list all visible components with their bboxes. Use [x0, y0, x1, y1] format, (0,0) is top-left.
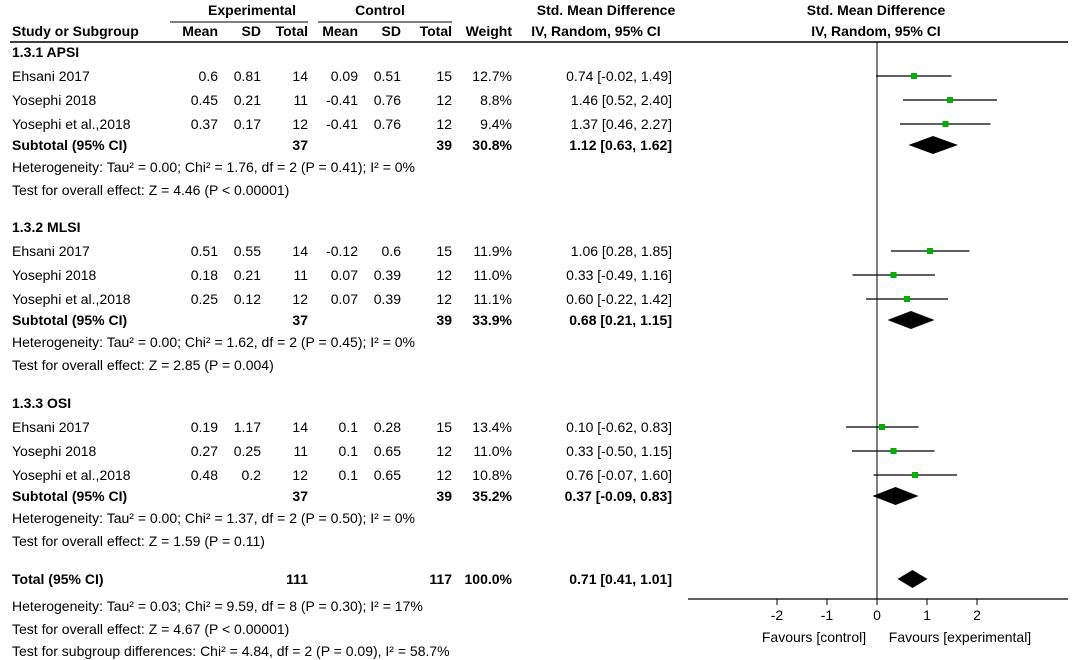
- control-sd: 0.39: [373, 267, 401, 283]
- total-heterogeneity-text: Heterogeneity: Tau² = 0.03; Chi² = 9.59, df = 8 (P = 0.30); I² = 17%: [12, 598, 423, 614]
- heterogeneity-text: Heterogeneity: Tau² = 0.00; Chi² = 1.37, df = 2 (P = 0.50); I² = 0%: [12, 510, 415, 526]
- control-mean: 0.1: [338, 467, 358, 483]
- subgroup-title: 1.3.1 APSI: [12, 44, 80, 60]
- subtotal-weight: 30.8%: [472, 137, 512, 153]
- study-ci-text: 0.60 [-0.22, 1.42]: [566, 291, 672, 307]
- subtotal-label: Subtotal (95% CI): [12, 488, 128, 504]
- point-estimate: [927, 248, 933, 254]
- subtotal-diamond: [909, 136, 959, 154]
- subtotal-ci-text: 0.68 [0.21, 1.15]: [569, 312, 672, 328]
- subtotal-label: Subtotal (95% CI): [12, 137, 128, 153]
- subtotal-e-total: 37: [292, 488, 308, 504]
- study-weight: 11.0%: [473, 267, 512, 283]
- header-c-mean: Mean: [322, 23, 358, 39]
- study-ci-text: 0.33 [-0.49, 1.16]: [566, 267, 672, 283]
- study-name: Ehsani 2017: [12, 68, 90, 84]
- experimental-mean: 0.37: [190, 116, 218, 132]
- header-e-mean: Mean: [182, 23, 218, 39]
- experimental-total: 12: [292, 467, 308, 483]
- study-ci-text: 0.10 [-0.62, 0.83]: [566, 419, 672, 435]
- study-ci-text: 1.06 [0.28, 1.85]: [570, 243, 672, 259]
- favours-right-label: Favours [experimental]: [888, 629, 1032, 645]
- control-sd: 0.65: [373, 467, 401, 483]
- overall-effect-text: Test for overall effect: Z = 1.59 (P = 0.11): [12, 533, 265, 549]
- overall-effect-text: Test for overall effect: Z = 4.46 (P < 0.00001): [12, 182, 290, 198]
- experimental-mean: 0.48: [190, 467, 218, 483]
- header-study: Study or Subgroup: [12, 23, 139, 39]
- study-ci-text: 0.76 [-0.07, 1.60]: [566, 467, 672, 483]
- experimental-total: 11: [293, 267, 308, 283]
- x-axis-tick-label: 0: [873, 607, 881, 623]
- header-plot-method: IV, Random, 95% CI: [811, 23, 941, 39]
- header-plot-title: Std. Mean Difference: [806, 2, 946, 18]
- header-method: IV, Random, 95% CI: [531, 23, 661, 39]
- subgroup-title: 1.3.3 OSI: [12, 395, 72, 411]
- control-sd: 0.39: [373, 291, 401, 307]
- control-mean: -0.41: [326, 92, 358, 108]
- control-sd: 0.76: [373, 92, 401, 108]
- overall-effect-text: Test for overall effect: Z = 2.85 (P = 0.004): [12, 357, 274, 373]
- study-name: Yosephi et al.,2018: [12, 467, 131, 483]
- point-estimate: [904, 296, 910, 302]
- control-total: 15: [436, 68, 452, 84]
- total-ci-text: 0.71 [0.41, 1.01]: [569, 571, 672, 587]
- total-label: Total (95% CI): [12, 571, 104, 587]
- experimental-total: 14: [292, 243, 308, 259]
- study-weight: 8.8%: [480, 92, 512, 108]
- point-estimate: [891, 448, 897, 454]
- experimental-mean: 0.6: [198, 68, 218, 84]
- point-estimate: [891, 272, 897, 278]
- control-total: 12: [436, 467, 452, 483]
- control-mean: 0.07: [330, 267, 358, 283]
- heterogeneity-text: Heterogeneity: Tau² = 0.00; Chi² = 1.62, df = 2 (P = 0.45); I² = 0%: [12, 334, 415, 350]
- study-weight: 11.9%: [473, 243, 512, 259]
- experimental-mean: 0.19: [190, 419, 218, 435]
- experimental-sd: 0.17: [233, 116, 261, 132]
- header-c-sd: SD: [381, 23, 401, 39]
- study-ci-text: 0.74 [-0.02, 1.49]: [566, 68, 672, 84]
- control-sd: 0.65: [373, 443, 401, 459]
- total-overall-effect-text: Test for overall effect: Z = 4.67 (P < 0.00001): [12, 621, 290, 637]
- study-name: Yosephi 2018: [12, 267, 97, 283]
- experimental-sd: 0.81: [233, 68, 261, 84]
- experimental-total: 14: [292, 68, 308, 84]
- plot-area: [688, 42, 1068, 645]
- subtotal-weight: 35.2%: [472, 488, 512, 504]
- header-experimental: Experimental: [208, 2, 296, 18]
- experimental-total: 14: [292, 419, 308, 435]
- study-weight: 13.4%: [472, 419, 512, 435]
- subgroup-differences-text: Test for subgroup differences: Chi² = 4.84, df = 2 (P = 0.09), I² = 58.7%: [12, 643, 450, 659]
- experimental-total: 11: [293, 92, 308, 108]
- point-estimate: [912, 472, 918, 478]
- control-sd: 0.6: [381, 243, 401, 259]
- heterogeneity-text: Heterogeneity: Tau² = 0.00; Chi² = 1.76, df = 2 (P = 0.41); I² = 0%: [12, 159, 415, 175]
- subtotal-diamond: [873, 487, 919, 505]
- x-axis-tick-label: 2: [973, 607, 981, 623]
- control-sd: 0.28: [373, 419, 401, 435]
- study-ci-text: 1.46 [0.52, 2.40]: [570, 92, 672, 108]
- study-name: Ehsani 2017: [12, 243, 90, 259]
- experimental-total: 12: [292, 116, 308, 132]
- experimental-sd: 0.2: [241, 467, 261, 483]
- study-name: Yosephi et al.,2018: [12, 291, 131, 307]
- experimental-mean: 0.18: [190, 267, 218, 283]
- point-estimate: [943, 121, 949, 127]
- study-weight: 11.1%: [473, 291, 512, 307]
- point-estimate: [879, 424, 885, 430]
- control-sd: 0.51: [373, 68, 401, 84]
- study-ci-text: 0.33 [-0.50, 1.15]: [566, 443, 672, 459]
- header-e-total: Total: [275, 23, 308, 39]
- control-total: 12: [436, 291, 452, 307]
- x-axis-tick-label: -1: [820, 607, 834, 623]
- study-weight: 12.7%: [472, 68, 512, 84]
- subtotal-e-total: 37: [292, 312, 308, 328]
- total-diamond: [898, 570, 928, 588]
- experimental-sd: 0.55: [233, 243, 261, 259]
- control-mean: -0.41: [326, 116, 358, 132]
- study-name: Ehsani 2017: [12, 419, 90, 435]
- experimental-sd: 0.25: [233, 443, 261, 459]
- control-total: 15: [436, 419, 452, 435]
- point-estimate: [947, 97, 953, 103]
- total-weight: 100.0%: [464, 571, 512, 587]
- experimental-total: 11: [293, 443, 308, 459]
- x-axis-tick-label: 1: [923, 607, 931, 623]
- header-e-sd: SD: [241, 23, 261, 39]
- experimental-sd: 1.17: [233, 419, 261, 435]
- experimental-mean: 0.51: [190, 243, 218, 259]
- control-total: 12: [436, 92, 452, 108]
- header-c-total: Total: [419, 23, 452, 39]
- control-mean: 0.1: [338, 419, 358, 435]
- subtotal-e-total: 37: [292, 137, 308, 153]
- header-weight: Weight: [465, 23, 512, 39]
- control-total: 15: [436, 243, 452, 259]
- subtotal-ci-text: 1.12 [0.63, 1.62]: [569, 137, 672, 153]
- total-c-total: 117: [429, 571, 452, 587]
- favours-left-label: Favours [control]: [761, 629, 867, 645]
- total-e-total: 111: [286, 571, 308, 587]
- study-weight: 9.4%: [480, 116, 512, 132]
- study-name: Yosephi 2018: [12, 92, 97, 108]
- control-mean: 0.09: [330, 68, 358, 84]
- point-estimate: [911, 73, 917, 79]
- control-total: 12: [436, 116, 452, 132]
- experimental-sd: 0.21: [233, 92, 261, 108]
- subgroup-title: 1.3.2 MLSI: [12, 219, 81, 235]
- control-total: 12: [436, 267, 452, 283]
- study-weight: 11.0%: [473, 443, 512, 459]
- subtotal-label: Subtotal (95% CI): [12, 312, 128, 328]
- experimental-total: 12: [292, 291, 308, 307]
- experimental-mean: 0.27: [190, 443, 218, 459]
- table-rows: [12, 44, 672, 659]
- x-axis-tick-label: -2: [770, 607, 784, 623]
- subtotal-c-total: 39: [436, 488, 452, 504]
- study-ci-text: 1.37 [0.46, 2.27]: [570, 116, 672, 132]
- subtotal-c-total: 39: [436, 312, 452, 328]
- experimental-sd: 0.21: [233, 267, 261, 283]
- study-name: Yosephi 2018: [12, 443, 97, 459]
- control-mean: 0.1: [338, 443, 358, 459]
- study-weight: 10.8%: [472, 467, 512, 483]
- header-control: Control: [355, 2, 405, 18]
- subtotal-ci-text: 0.37 [-0.09, 0.83]: [564, 488, 672, 504]
- control-mean: 0.07: [330, 291, 358, 307]
- subtotal-c-total: 39: [436, 137, 452, 153]
- control-sd: 0.76: [373, 116, 401, 132]
- subtotal-weight: 33.9%: [472, 312, 512, 328]
- control-mean: -0.12: [326, 243, 358, 259]
- header-smd: Std. Mean Difference: [536, 2, 676, 18]
- control-total: 12: [436, 443, 452, 459]
- study-name: Yosephi et al.,2018: [12, 116, 131, 132]
- subtotal-diamond: [888, 311, 935, 329]
- experimental-mean: 0.25: [190, 291, 218, 307]
- experimental-sd: 0.12: [233, 291, 261, 307]
- experimental-mean: 0.45: [190, 92, 218, 108]
